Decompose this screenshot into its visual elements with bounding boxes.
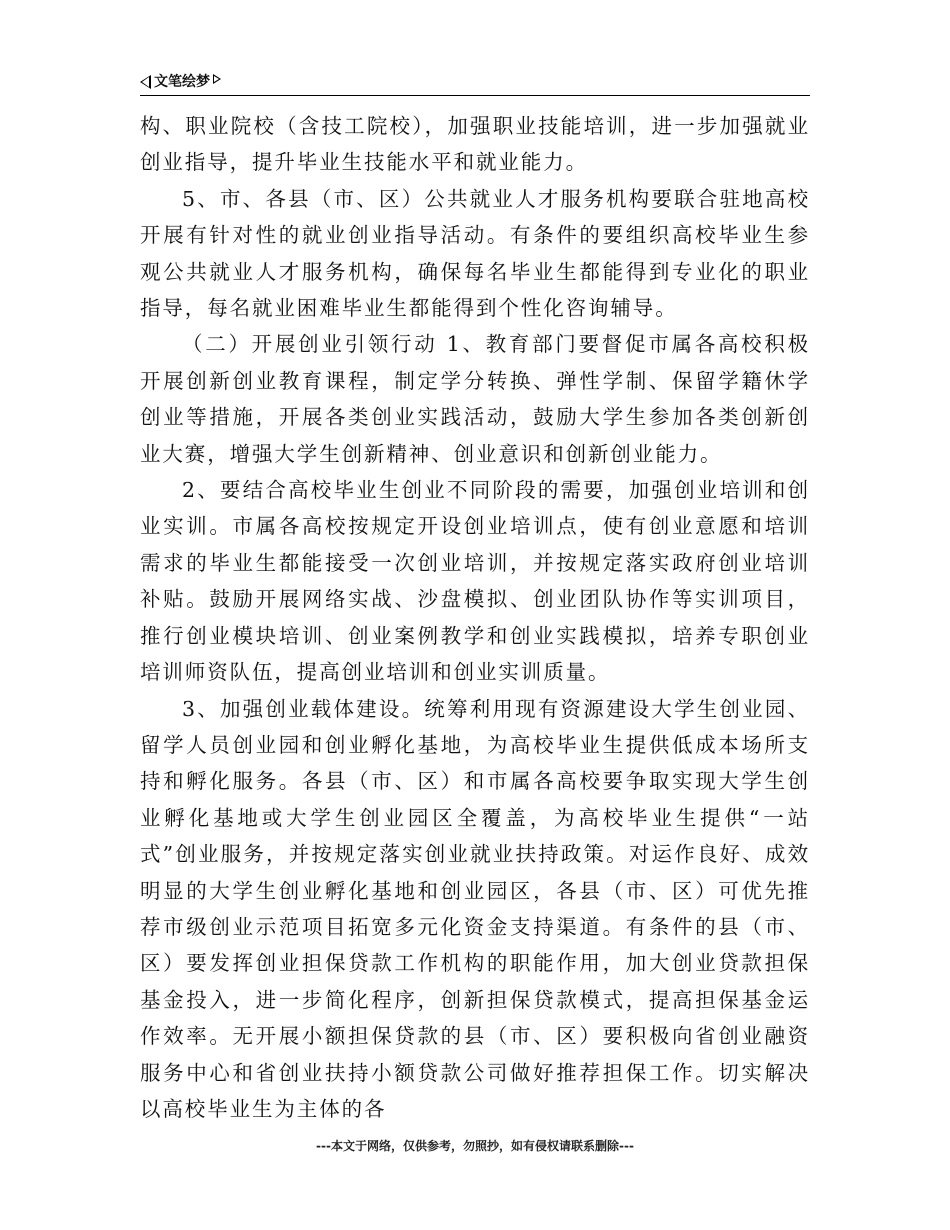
page-header xyxy=(140,73,810,96)
left-triangle-icon xyxy=(140,75,151,89)
page-footer-disclaimer: ---本文于网络，仅供参考，勿照抄，如有侵权请联系删除--- xyxy=(316,1139,634,1153)
paragraph-item-3: 3、加强创业载体建设。统筹利用现有资源建设大学生创业园、留学人员创业园和创业孵化基地，为高校毕业生提供低成本场所支持和孵化服务。各县（市、区）和市属各高校要争取实现大学生创业孵化基地或大学生创业园区全覆盖，为高校毕业生提供“一站式”创业服务，并按规定落实创业就业扶持政策。对运作良好、成效明显的大学生创业孵化基地和创业园区，各县（市、区）可优先推荐市级创业示范项目拓宽多元化资金支持渠道。有条件的县（市、区）要发挥创业担保贷款工作机构的职能作用，加大创业贷款担保基金投入，进一步简化程序，创新担保贷款模式，提高担保基金运作效率。无开展小额担保贷款的县（市、区）要积极向省创业融资服务中心和省创业扶持小额贷款公司做好推荐担保工作。切实解决以高校毕业生为主体的各 xyxy=(140,696,810,1121)
paragraph-item-2: 2、要结合高校毕业生创业不同阶段的需要，加强创业培训和创业实训。市属各高校按规定开设创业培训点，使有创业意愿和培训需求的毕业生都能接受一次创业培训，并按规定落实政府创业培训补贴。鼓励开展网络实战、沙盘模拟、创业团队协作等实训项目，推行创业模块培训、创业案例教学和创业实践模拟，培养专职创业培训师资队伍，提高创业培训和创业实训质量。 xyxy=(140,478,810,685)
document-body xyxy=(140,108,810,1127)
header-brand-text: 文笔绘梦 xyxy=(154,74,210,90)
paragraph-section-2-item-1: （二）开展创业引领行动 1、教育部门要督促市属各高校积极开展创新创业教育课程，制定学分转换、弹性学制、保留学籍休学创业等措施，开展各类创业实践活动，鼓励大学生参加各类创新创业大赛，增强大学生创新精神、创业意识和创新创业能力。 xyxy=(140,332,810,466)
header-brand xyxy=(140,73,221,91)
paragraph-item-5: 5、市、各县（市、区）公共就业人才服务机构要联合驻地高校开展有针对性的就业创业指导活动。有条件的要组织高校毕业生参观公共就业人才服务机构，确保每名毕业生都能得到专业化的职业指导，每名就业困难毕业生都能得到个性化咨询辅导。 xyxy=(140,186,810,321)
paragraph-continuation: 构、职业院校（含技工院校），加强职业技能培训，进一步加强就业创业指导，提升毕业生技能水平和就业能力。 xyxy=(140,114,810,175)
right-triangle-icon xyxy=(213,74,221,84)
